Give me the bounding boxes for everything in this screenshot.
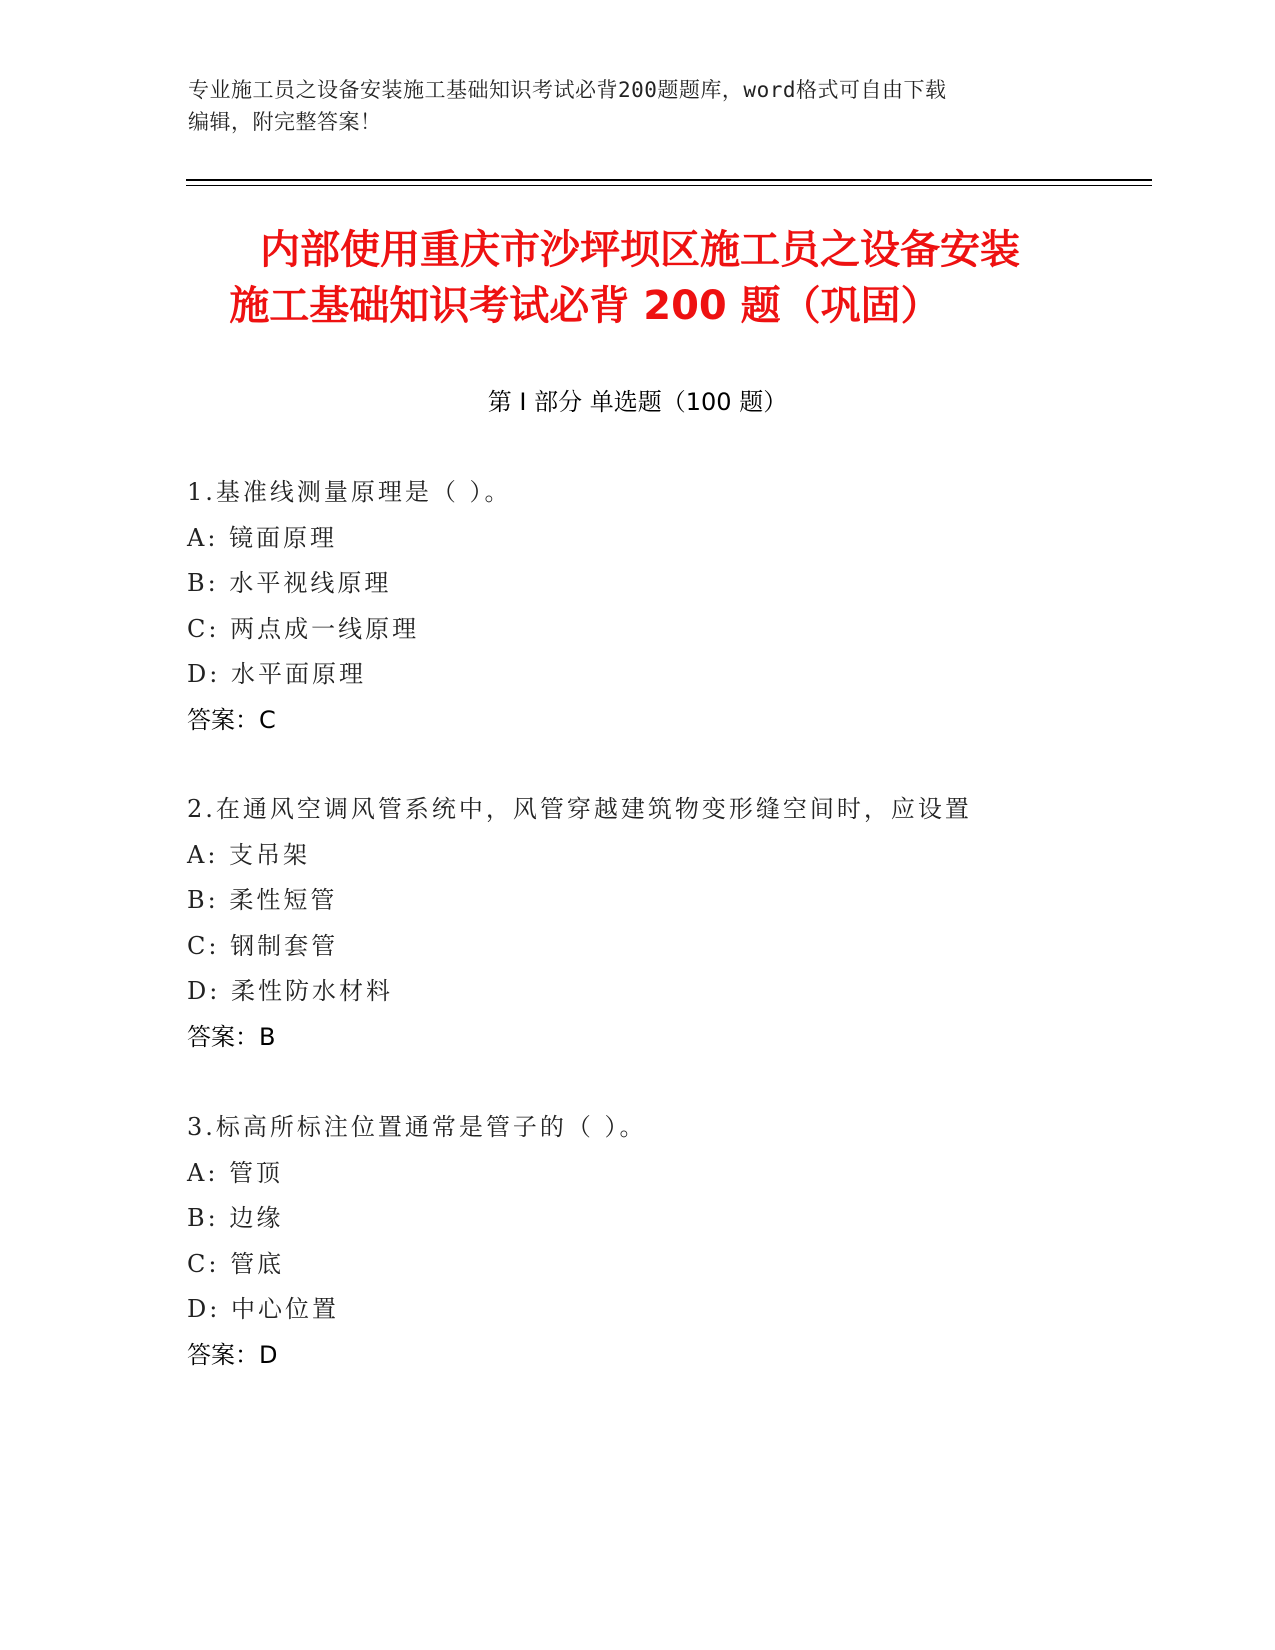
question-option-d: D: 柔性防水材料: [187, 977, 393, 1006]
title-line-2: 施工基础知识考试必背 200 题（巩固）: [229, 283, 941, 329]
question-option-c: C: 钢制套管: [187, 931, 339, 960]
header-divider-thin: [186, 185, 1152, 186]
question-stem: 3.标高所标注位置通常是管子的（ ）。: [187, 1113, 647, 1141]
question-answer: 答案：C: [187, 705, 276, 734]
question-option-c: C: 两点成一线原理: [187, 614, 420, 643]
question-block: [187, 1105, 1137, 1379]
document-header: [188, 74, 1088, 138]
question-option-d: D: 中心位置: [187, 1295, 339, 1324]
title-line-1: 内部使用重庆市沙坪坝区施工员之设备安装: [260, 227, 1020, 273]
section-title: 第 I 部分 单选题（100 题）: [487, 388, 788, 416]
question-option-b: B: 水平视线原理: [187, 569, 392, 598]
document-title: [140, 222, 1140, 334]
question-option-a: A: 镜面原理: [187, 523, 338, 552]
question-option-a: A: 支吊架: [187, 840, 311, 869]
header-line-1: 专业施工员之设备安装施工基础知识考试必背200题题库，word格式可自由下载: [188, 78, 947, 102]
question-block: [187, 470, 1137, 744]
question-stem: 1.基准线测量原理是（ ）。: [187, 478, 512, 506]
question-option-d: D: 水平面原理: [187, 660, 366, 689]
header-line-2: 编辑，附完整答案！: [188, 110, 382, 134]
question-option-b: B: 柔性短管: [187, 886, 338, 915]
question-option-c: C: 管底: [187, 1249, 285, 1278]
question-block: [187, 787, 1137, 1061]
question-answer: 答案：B: [187, 1022, 276, 1051]
question-answer: 答案：D: [187, 1340, 278, 1369]
question-option-a: A: 管顶: [187, 1158, 284, 1187]
question-stem: 2.在通风空调风管系统中，风管穿越建筑物变形缝空间时，应设置: [187, 795, 972, 823]
header-divider-thick: [186, 179, 1152, 181]
question-option-b: B: 边缘: [187, 1204, 284, 1233]
